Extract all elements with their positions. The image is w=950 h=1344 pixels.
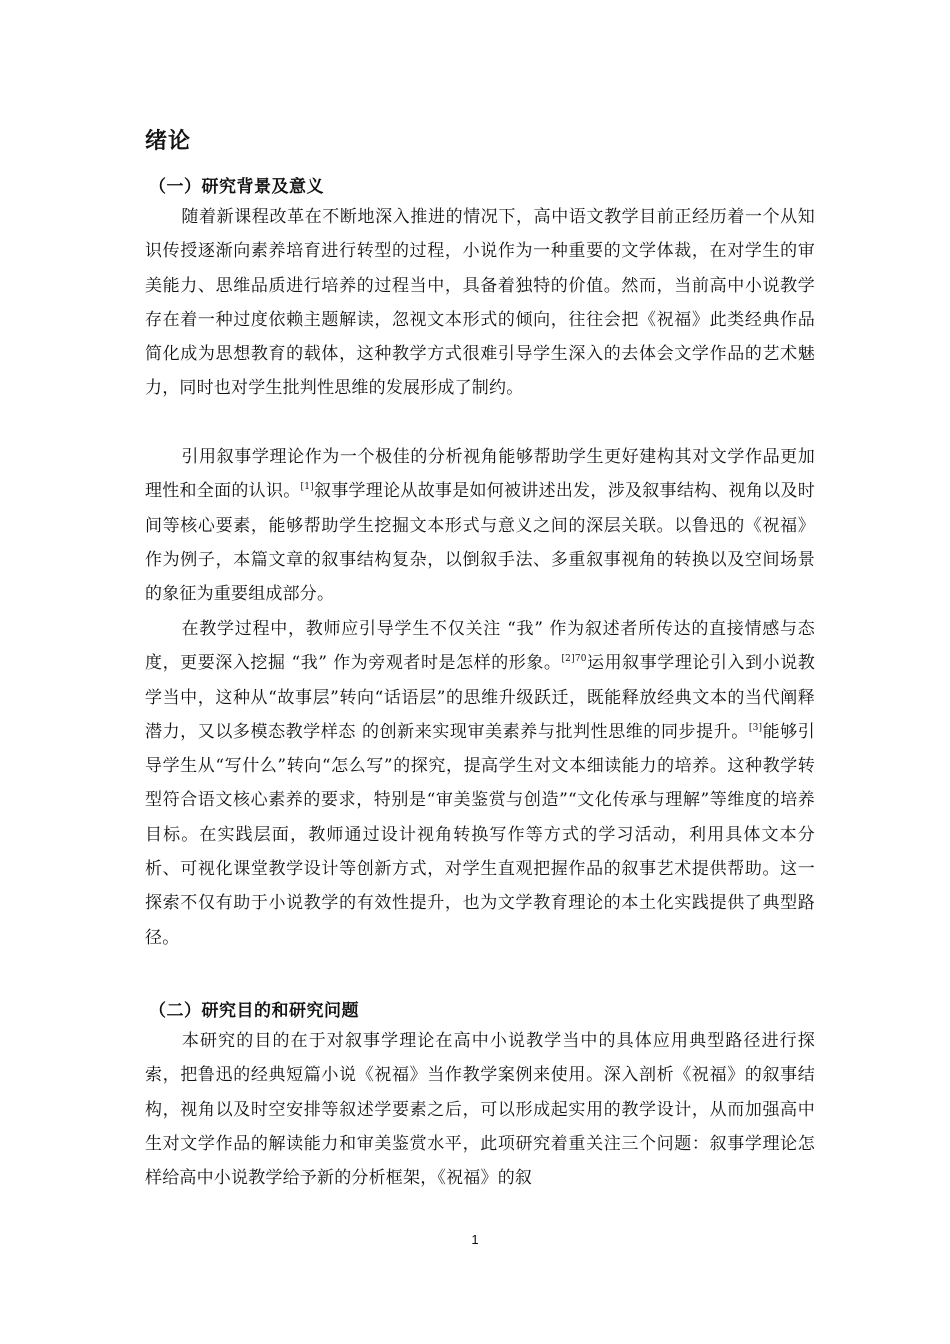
paragraph-text: 能够引导学生从“写什么”转向“怎么写”的探究，提高学生对文本细读能力的培养。这种教学转型符合语文核心素养的要求，特别是“审美鉴赏与创造”“文化传承与理解”等维度的培养目标。在实践层面，教师通过设计视角转换写作等方式的学习活动，利用具体文本分析、可视化课堂教学设计等创新方式，对学生直观把握作品的叙事艺术提供帮助。这一探索不仅有助于小说教学的有效性提升，也为文学教育理论的本土化实践提供了典型路径。: [145, 721, 815, 948]
citation-ref: [2]70: [561, 654, 587, 665]
paragraph-text: 在教学过程中，教师应引导学生不仅关注 “我” 作为叙述者所传达的直接情感与态度，更要深入挖掘 “我” 作为旁观者时是怎样的形象。: [145, 619, 815, 674]
paragraph-text: 叙事学理论从故事是如何被讲述出发，涉及叙事结构、视角以及时间等核心要素，能够帮助学生挖掘文本形式与意义之间的深层关联。以鲁迅的《祝福》作为例子，本篇文章的叙事结构复杂，以倒叙手法、多重叙事视角的转换以及空间场景的象征为重要组成部分。: [145, 481, 815, 605]
section-heading-background: （一）研究背景及意义: [149, 177, 324, 197]
paragraph-text: 本研究的目的在于对叙事学理论在高中小说教学当中的具体应用典型路径进行探索，把鲁迅的经典短篇小说《祝福》当作教学案例来使用。深入剖析《祝福》的叙事结构，视角以及时空安排等叙述学要素之后，可以形成起实用的教学设计，从而加强高中生对文学作品的解读能力和审美鉴赏水平，此项研究着重关注三个问题：叙事学理论怎样给高中小说教学给予新的分析框架，《祝福》的叙: [145, 1031, 815, 1189]
chapter-title: 绪论: [145, 129, 192, 154]
paragraph-background-3: [145, 612, 815, 955]
paragraph-background-1: [145, 200, 815, 406]
page-number: 1: [471, 1232, 479, 1247]
citation-ref: [3]: [748, 722, 763, 733]
section-heading-purpose: （二）研究目的和研究问题: [149, 1001, 359, 1021]
citation-ref: [1]: [300, 482, 314, 493]
paragraph-purpose-1: [145, 1024, 815, 1195]
paragraph-text: 随着新课程改革在不断地深入推进的情况下，高中语文教学目前正经历着一个从知识传授逐渐向素养培育进行转型的过程，小说作为一种重要的文学体裁，在对学生的审美能力、思维品质进行培养的过程当中，具备着独特的价值。然而，当前高中小说教学存在着一种过度依赖主题解读，忽视文本形式的倾向，往往会把《祝福》此类经典作品简化成为思想教育的载体，这种教学方式很难引导学生深入的去体会文学作品的艺术魅力，同时也对学生批判性思维的发展形成了制约。: [145, 207, 815, 399]
paragraph-text: 引用叙事学理论作为一个极佳的分析视角能够帮助学生更好建构其对文学作品更加理性和全面的认识。: [145, 447, 815, 502]
paragraph-background-2: [145, 440, 815, 611]
paragraph-text: 运用叙事学理论引入到小说教学当中，这种从“故事层”转向“话语层”的思维升级跃迁，既能释放经典文本的当代阐释潜力，又以多模态教学样态 的创新来实现审美素养与批判性思维的同步提升。: [145, 653, 815, 742]
